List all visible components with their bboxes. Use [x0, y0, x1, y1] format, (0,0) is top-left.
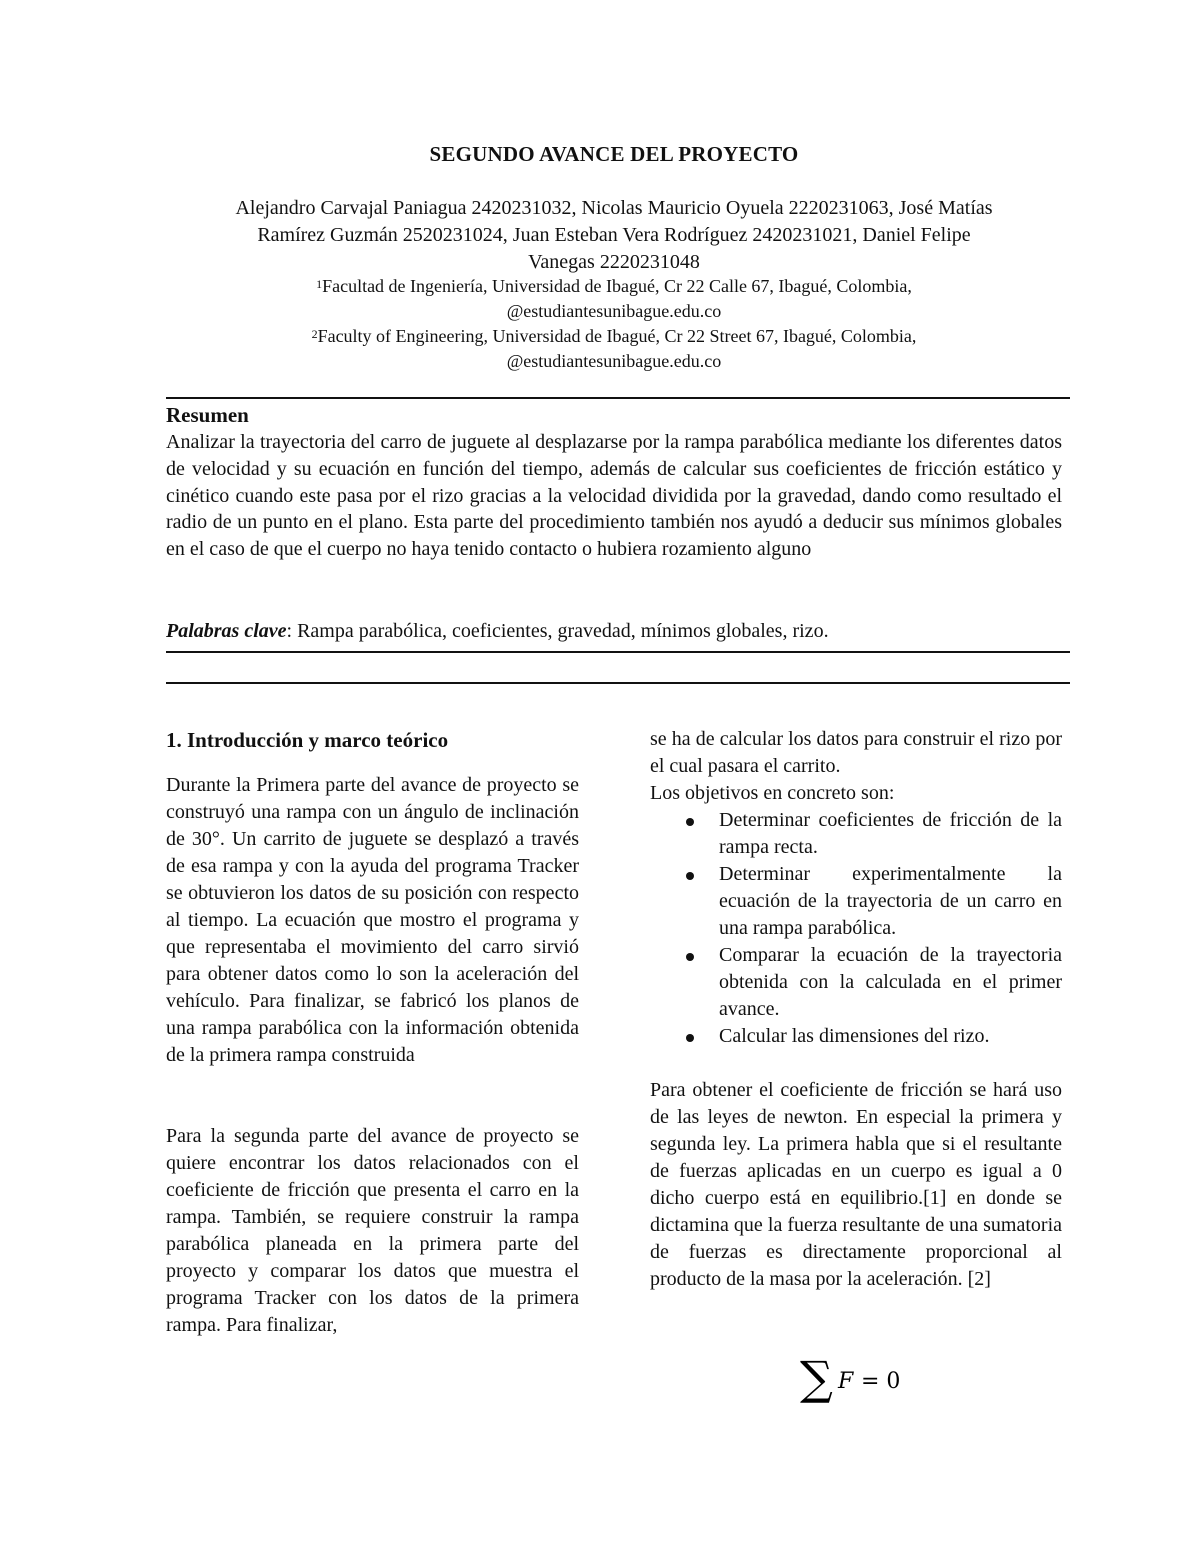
- abstract-heading: Resumen: [166, 403, 249, 427]
- list-item: [650, 1023, 1062, 1050]
- list-item: [650, 807, 1062, 861]
- affiliation-mark: 1: [316, 277, 323, 291]
- author-line: Ramírez Guzmán 2520231024, Juan Esteban Vera Rodríguez 2420231021, Daniel Felipe: [257, 224, 971, 246]
- paragraph-gap: [166, 1096, 579, 1123]
- objective-text: Determinar experimentalmente la ecuación de la trayectoria de un carro en una rampa parabólica.: [719, 863, 1062, 939]
- affiliation-text: Facultad de Ingeniería, Universidad de Ibagué, Cr 22 Calle 67, Ibagué, Colombia,: [322, 276, 912, 296]
- equation-rhs: = 0: [854, 1369, 901, 1394]
- paper-title: SEGUNDO AVANCE DEL PROYECTO: [429, 142, 799, 166]
- section-heading: 1. Introducción y marco teórico: [166, 728, 449, 752]
- bullet-icon: [686, 1034, 694, 1042]
- author-list: [160, 195, 1068, 276]
- affiliation-email: @estudiantesunibague.edu.co: [506, 301, 722, 321]
- intro-paragraph-2: Para la segunda parte del avance de proyecto se quiere encontrar los datos relacionados con el coeficiente de fricción que presenta el carro en la rampa. También, se requiere construir la rampa parabólica planeada en la primera parte del proyecto y comparar los datos que muestra el programa Tracker con los datos de la primera rampa. Para finalizar,: [166, 1125, 579, 1336]
- list-item: [650, 942, 1062, 1023]
- affiliation-text: Faculty of Engineering, Universidad de Ibagué, Cr 22 Street 67, Ibagué, Colombia,: [317, 326, 917, 346]
- keywords-label: Palabras clave: [166, 620, 287, 642]
- intro-paragraph-2-continued: se ha de calcular los datos para construir el rizo por el cual pasara el carrito.: [650, 728, 1062, 777]
- keywords-line: [166, 620, 1062, 643]
- keywords-list: : Rampa parabólica, coeficientes, gravedad, mínimos globales, rizo.: [286, 620, 829, 642]
- bullet-icon: [686, 818, 694, 826]
- objective-text: Calcular las dimensiones del rizo.: [719, 1025, 990, 1047]
- equation-variable: F: [838, 1369, 854, 1394]
- abstract-top-rule: [166, 397, 1070, 399]
- author-line: Alejandro Carvajal Paniagua 2420231032, Nicolas Mauricio Oyuela 2220231063, José Matías: [235, 197, 993, 219]
- paragraph-gap: [650, 1050, 1062, 1077]
- author-line: Vanegas 2220231048: [528, 251, 700, 273]
- abstract-text: Analizar la trayectoria del carro de juguete al desplazarse por la rampa parabólica mediante los diferentes datos de velocidad y su ecuación en función del tiempo, además de calcular sus coeficientes de fricción estático y cinético cuando este pasa por el rizo gracias a la velocidad dividida por la gravedad, dando como resultado el radio de un punto en el plano. Esta parte del procedimiento también nos ayudó a deducir sus mínimos globales en el caso de que el cuerpo no haya tenido contacto o hubiera rozamiento alguno: [166, 431, 1062, 561]
- left-column: [166, 726, 579, 1339]
- objective-text: Determinar coeficientes de fricción de la rampa recta.: [719, 809, 1062, 858]
- bullet-icon: [686, 872, 694, 880]
- affiliations: [160, 274, 1068, 374]
- intro-paragraph-1: Durante la Primera parte del avance de proyecto se construyó una rampa con un ángulo de inclinación de 30°. Un carrito de juguete se desplazó a través de esa rampa y con la ayuda del programa Tracker se obtuvieron los datos de su posición con respecto al tiempo. La ecuación que mostro el programa y que representaba el movimiento del carro sirvió para obtener datos como lo son la aceleración del vehículo. Para finalizar, se fabricó los planos de una rampa parabólica con la información obtenida de la primera rampa construida: [166, 774, 579, 1066]
- summation-symbol: ∑: [800, 1358, 833, 1405]
- objective-text: Comparar la ecuación de la trayectoria obtenida con la calculada en el primer avance.: [719, 944, 1062, 1020]
- affiliation-mark: 2: [311, 327, 318, 341]
- affiliation-1: [160, 274, 1068, 299]
- bullet-icon: [686, 953, 694, 961]
- objectives-list: [650, 807, 1062, 1050]
- list-item: [650, 861, 1062, 942]
- intro-paragraph-3: Para obtener el coeficiente de fricción se hará uso de las leyes de newton. En especial la primera y segunda ley. La primera habla que si el resultante de fuerzas aplicadas en un cuerpo es igual a 0 dicho cuerpo está en equilibrio.[1] en donde se dictamina que la fuerza resultante de una sumatoria de fuerzas es directamente proporcional al producto de la masa por la aceleración. [2]: [650, 1079, 1062, 1290]
- sum-of-forces-equation: [800, 1358, 910, 1408]
- affiliation-email: @estudiantesunibague.edu.co: [506, 351, 722, 371]
- objectives-intro: Los objetivos en concreto son:: [650, 782, 895, 804]
- abstract-bottom-rule: [166, 651, 1070, 653]
- paragraph-gap: [166, 1069, 579, 1096]
- section-divider-rule: [166, 682, 1070, 684]
- affiliation-2: [160, 324, 1068, 349]
- right-column: [650, 726, 1062, 1293]
